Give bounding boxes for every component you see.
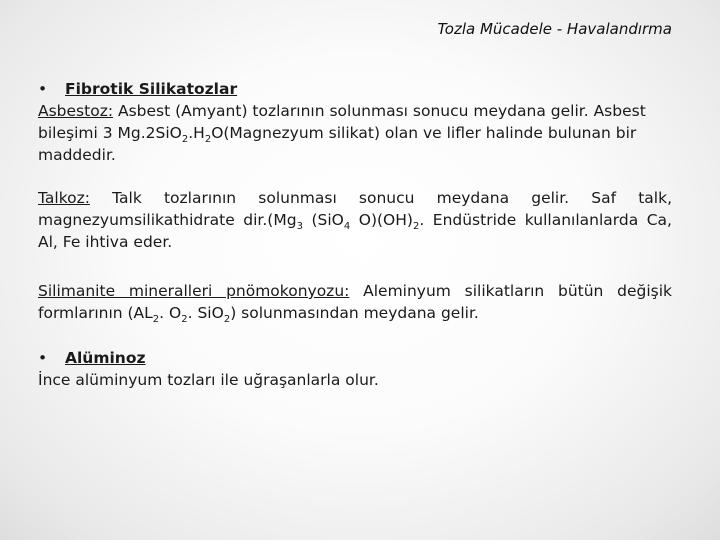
talkoz-text-1: Talk tozlarının solunması sonucu meydana gelir. Saf talk, magnezyumsilikathidrate dir.(Mg — [38, 189, 672, 229]
silimanite-text-1: Aleminyum silikatların bütün değişik formlarının (AL — [38, 282, 673, 322]
silimanite-sub-3: 2 — [223, 314, 231, 326]
silimanite-sub-1: 2 — [152, 314, 160, 326]
asbestoz-sub-2: 2 — [204, 134, 212, 146]
bullet-aluminoz — [38, 347, 672, 369]
slide-body — [38, 78, 672, 391]
paragraph-talkoz — [38, 187, 672, 253]
bullet-marker: • — [38, 80, 48, 98]
term-silimanite: Silimanite mineralleri pnömokonyozu: — [38, 282, 350, 300]
asbestoz-sub-1: 2 — [181, 134, 189, 146]
heading-fibrotik: Fibrotik Silikatozlar — [65, 80, 238, 98]
paragraph-silimanite — [38, 280, 672, 324]
talkoz-text-2: (SiO — [302, 211, 344, 229]
silimanite-text-4: ) solunmasından meydana gelir. — [230, 304, 479, 322]
paragraph-asbestoz — [38, 100, 672, 166]
talkoz-sub-2: 4 — [343, 221, 351, 233]
heading-aluminoz: Alüminoz — [65, 349, 146, 367]
term-asbestoz: Asbestoz: — [38, 102, 114, 120]
talkoz-sub-1: 3 — [296, 221, 303, 233]
silimanite-sub-2: 2 — [181, 314, 188, 326]
silimanite-text-2: . O — [159, 304, 182, 322]
paragraph-aluminoz: İnce alüminyum tozları ile uğraşanlarla olur. — [38, 371, 379, 389]
slide-title: Tozla Mücadele - Havalandırma — [437, 20, 672, 38]
bullet-fibrotik — [38, 78, 672, 100]
bullet-marker: • — [38, 349, 48, 367]
asbestoz-text-2: .H — [188, 124, 205, 142]
asbestoz-text-3: O(Magnezyum silikat) olan ve lifler halinde bulunan bir maddedir. — [38, 124, 637, 164]
term-talkoz: Talkoz: — [38, 189, 90, 207]
asbestoz-text-1: Asbest (Amyant) tozlarının solunması sonucu meydana gelir. Asbest bileşimi 3 Mg.2SiO — [38, 102, 646, 142]
talkoz-text-4: . Endüstride kullanılanlarda Ca, Al, Fe ihtiva eder. — [38, 211, 672, 251]
silimanite-text-3: . SiO — [187, 304, 224, 322]
talkoz-text-3: O)(OH) — [350, 211, 413, 229]
talkoz-sub-3: 2 — [412, 221, 420, 233]
